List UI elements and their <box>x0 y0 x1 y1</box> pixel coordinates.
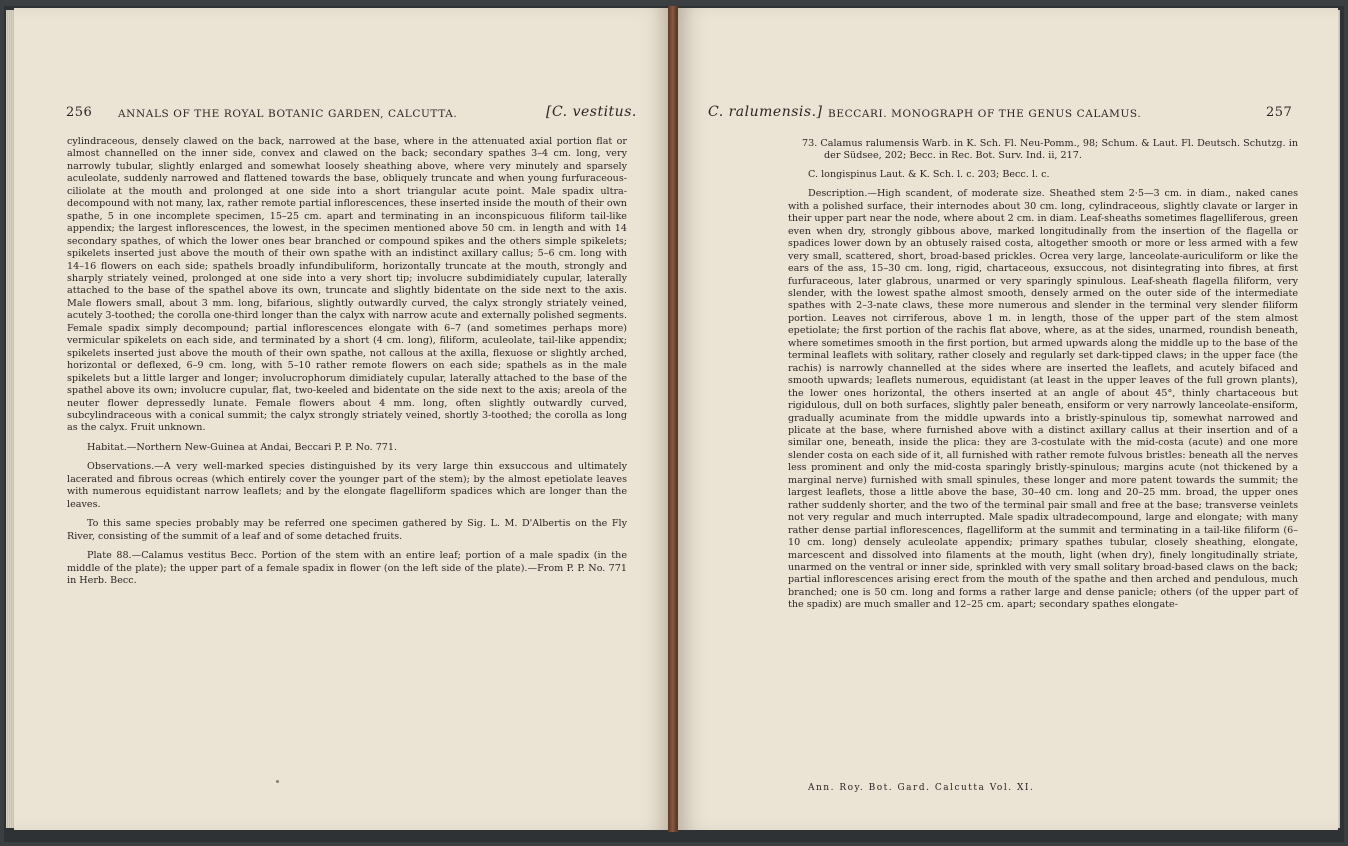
right-footer: Ann. Roy. Bot. Gard. Calcutta Vol. XI. <box>808 783 1035 793</box>
right-running-title: BECCARI. MONOGRAPH OF THE GENUS CALAMUS. <box>828 108 1142 120</box>
left-page-number: 256 <box>66 105 93 120</box>
synonym-line: C. longispinus Laut. & K. Sch. l. c. 203; Becc. l. c. <box>808 168 1050 180</box>
plate-caption-paragraph: Plate 88.—Calamus vestitus Becc. Portion of the stem with an entire leaf; portion of a male spadix (in the middle of the plate); the upper part of a female spadix in flower (on the left side of the plate).—From P. P. No. 771 in Herb. Becc. <box>67 550 627 586</box>
right-page-number: 257 <box>1266 105 1293 120</box>
species-entry: 73. Calamus ralumensis Warb. in K. Sch. Fl. Neu-Pomm., 98; Schum. & Laut. Fl. Deutsch. Schutzg. in der Südsee, 202; Becc. in Rec. Bot. Surv. Ind. ii, 217. <box>802 138 1298 162</box>
paragraph: To this same species probably may be referred one specimen gathered by Sig. L. M. D'Albertis on the Fly River, consisting of the summit of a leaf and of some detached fruits. <box>67 518 627 542</box>
speck <box>276 780 279 783</box>
right-body-text <box>788 138 1298 612</box>
left-species-tag: [C. vestitus. <box>546 104 637 120</box>
left-page <box>14 8 670 830</box>
left-body-text <box>67 136 627 587</box>
habitat-paragraph: Habitat.—Northern New-Guinea at Andai, Beccari P. P. No. 771. <box>87 441 398 453</box>
paragraph: cylindraceous, densely clawed on the back, narrowed at the base, where in the attenuated axial portion flat or almost channelled on the inner side, convex and clawed on the back; secondary spathes 3–4 cm. long, very narrowly tubular, slightly enlarged and somewhat loosely sheathing above, where very minutely and sparsely aculeolate, suddenly narrowed and flattened towards the base, obliquely truncate and when young furfuraceous-ciliolate at the mouth and prolonged at one side into a short triangular acute point. Male spadix ultra-decompound with not many, lax, rather remote partial inflorescences, these inserted inside the mouth of their own spathe, 5 in one incomplete specimen, 15–25 cm. apart and terminating in an inconspicuous filiform tail-like appendix; the largest inflorescences, the lowest, in the specimen mentioned above 50 cm. in length and with 14 secondary spathes, of which the lower ones bear branched or compound spikes and the others simple spikelets; spikelets inserted just above the mouth of their own spathe with an indistinct axillary callus; 5–6 cm. long with 14–16 flowers on each side; spathels broadly infundibuliform, horizontally truncate at the mouth, strongly and sharply striately veined, prolonged at one side into a very short tip; involucre subdimidiately cupular, laterally attached to the base of the spathel above its own, truncate and slightly bidentate on the side next to the axis. Male flowers small, about 3 mm. long, bifarious, slightly outwardly curved, the calyx strongly striately veined, acutely 3-toothed; the corolla one-third longer than the calyx with narrow acute and externally polished segments. Female spadix simply decompound; partial inflorescences elongate with 6–7 (and sometimes perhaps more) vermicular spikelets on each side, and terminated by a short (4 cm. long), filiform, aculeolate, tail-like appendix; spikelets inserted just above the mouth of their own spathe, not callous at the axilla, flexuose or slightly arched, horizontal or deflexed, 6–9 cm. long, with 5–10 rather remote flowers on each side; spathels as in the male spikelets but a little larger and longer; involucrophorum dimidiately cupular, laterally attached to the base of the spathel above its own; involucre cupular, flat, two-keeled and bidentate on the side next to the axis; areola of the neuter flower depressedly lunate. Female flowers about 4 mm. long, often slightly outwardly curved, subcylindraceous with a conical summit; the calyx strongly striately veined, shortly 3-toothed; the corolla as long as the calyx. Fruit unknown. <box>67 136 627 434</box>
right-species-tag: C. ralumensis.] <box>708 104 823 120</box>
left-running-title: ANNALS OF THE ROYAL BOTANIC GARDEN, CALCUTTA. <box>118 108 458 120</box>
description-paragraph: Description.—High scandent, of moderate size. Sheathed stem 2·5—3 cm. in diam., naked canes with a polished surface, their internodes about 30 cm. long, cylindraceous, slightly clavate or larger in their upper part near the node, where about 2 cm. in diam. Leaf-sheaths sometimes flagelliferous, green even when dry, strongly gibbous above, marked longitudinally from the insertion of the flagella or spadices lower down by an obtusely raised costa, altogether smooth or more or less armed with a few very small, scattered, short, broad-based prickles. Ocrea very large, lanceolate-auriculiform or like the ears of the ass, 15–30 cm. long, rigid, chartaceous, exsuccous, not disintegrating into fibres, at first furfuraceous, later glabrous, unarmed or very sparingly spinulous. Leaf-sheath flagella filiform, very slender, with the lowest spathe almost smooth, densely armed on the outer side of the intermediate spathes with 2–3-nate claws, these more numerous and slender in the terminal very slender filiform portion. Leaves not cirriferous, above 1 m. in length, those of the upper part of the stem almost epetiolate; the first portion of the rachis flat above, where, as at the sides, unarmed, roundish beneath, where sometimes smooth in the first portion, but armed upwards along the middle up to the base of the terminal leaflets with solitary, rather closely and regularly set dark-tipped claws; in the upper face (the rachis) is narrowly channelled at the sides where are inserted the leaflets, and acutely bifaced and smooth upwards; leaflets numerous, equidistant (at least in the upper leaves of the full grown plants), the lower ones horizontal, the others inserted at an angle of about 45°, thinly chartaceous but rigidulous, dull on both surfaces, slightly paler beneath, ensiform or very narrowly lanceolate-ensiform, gradually acuminate from the middle upwards into a bristly-spinulous tip, somewhat narrowed and plicate at the base, where furnished above with a distinct axillary callus at their insertion and of a similar one, beneath, inside the plica: they are 3-costulate with the mid-costa (acute) and one more slender costa on each side of it, all furnished with rather remote fulvous bristles: beneath all the nerves less prominent and only the mid-costa sparingly bristly-spinulous; margins acute (not thickened by a marginal nerve) furnished with small spinules, these longer and more patent towards the summit; the largest leaflets, those a little above the base, 30–40 cm. long and 20–25 mm. broad, the upper ones rather suddenly shorter, and the two of the terminal pair small and free at the base; transverse veinlets not very regular and much interrupted. Male spadix ultradecompound, large and elongate; with many rather dense partial inflorescences, flagelliform at the summit and terminating in a tail-like filiform (6–10 cm. long) densely aculeolate appendix; primary spathes tubular, closely sheathing, elongate, marcescent and dissolved into filaments at the mouth, light (when dry), finely longitudinally striate, unarmed on the ventral or inner side, sprinkled with very small solitary broad-based claws on the back; partial inflorescences arising erect from the mouth of the spathe and then arched and pendulous, much branched; one is 50 cm. long and forms a rather large and dense panicle; others (of the upper part of the spadix) are much smaller and 12–25 cm. apart; secondary spathes elongate- <box>788 188 1298 611</box>
observations-paragraph: Observations.—A very well-marked species distinguished by its very large thin exsuccous and ultimately lacerated and fibrous ocreas (which entirely cover the younger part of the stem); by the almost epetiolate leaves with numerous equidistant narrow leaflets; and by the elongate flagelliform spadices which are longer than the leaves. <box>67 461 627 510</box>
right-page <box>678 8 1338 830</box>
